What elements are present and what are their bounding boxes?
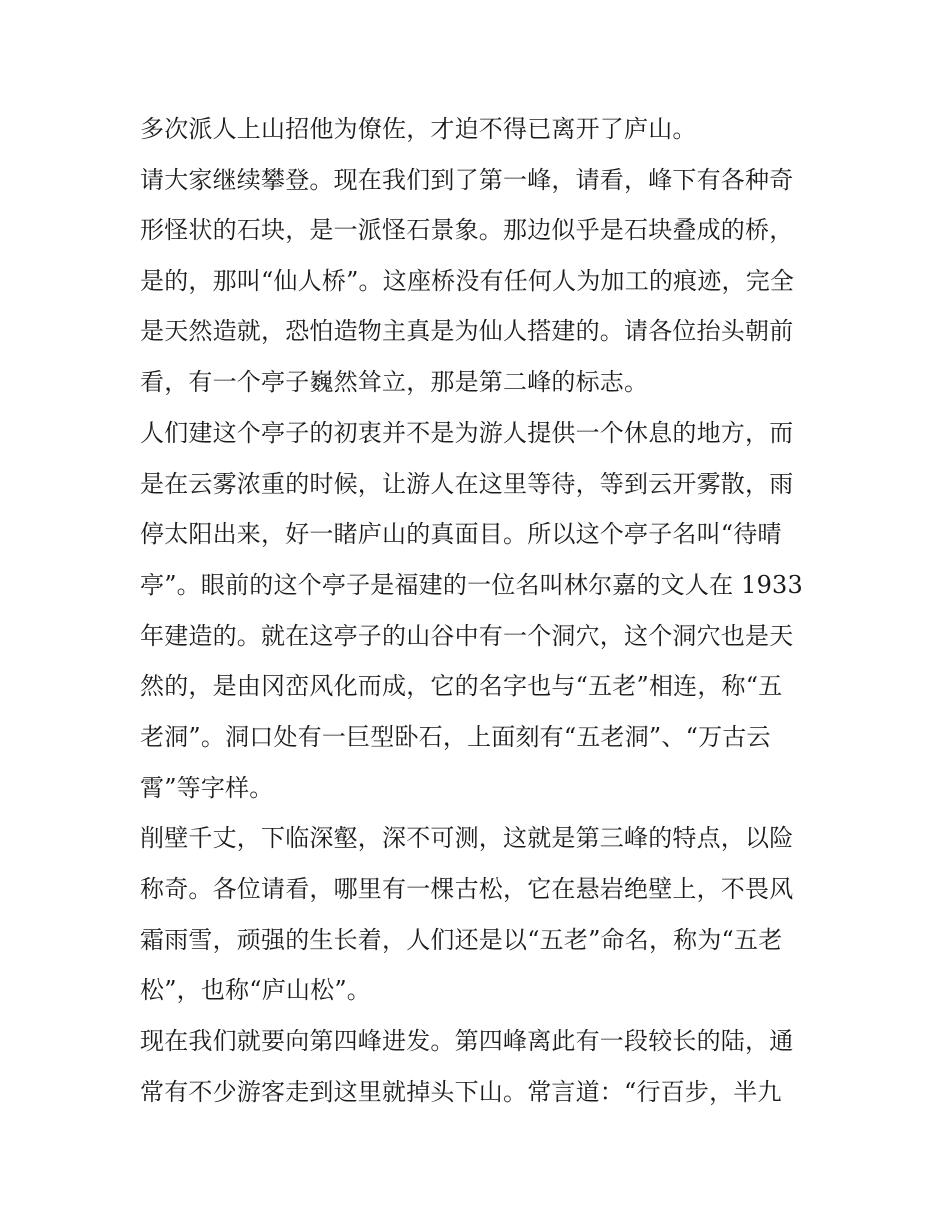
text-line-19: 现在我们就要向第四峰进发。第四峰离此有一段较长的陆，通 bbox=[140, 1027, 794, 1055]
text-line-10: 亭”。眼前的这个亭子是福建的一位名叫林尔嘉的文人在 1933 bbox=[140, 571, 803, 599]
text-line-17: 霜雨雪，顽强的生长着，人们还是以“五老”命名，称为“五老 bbox=[140, 926, 783, 954]
text-line-18: 松”，也称“庐山松”。 bbox=[140, 976, 372, 1004]
text-line-6: 看，有一个亭子巍然耸立，那是第二峰的标志。 bbox=[140, 368, 649, 396]
text-line-3: 形怪状的石块，是一派怪石景象。那边似乎是石块叠成的桥， bbox=[140, 216, 794, 244]
text-line-12: 然的，是由冈峦风化而成，它的名字也与“五老”相连，称“五 bbox=[140, 672, 783, 700]
text-line-15: 削壁千丈，下临深壑，深不可测，这就是第三峰的特点，以险 bbox=[140, 824, 794, 852]
text-line-11: 年建造的。就在这亭子的山谷中有一个洞穴，这个洞穴也是天 bbox=[140, 622, 794, 650]
text-line-7: 人们建这个亭子的初衷并不是为游人提供一个休息的地方，而 bbox=[140, 419, 794, 447]
text-line-9: 停太阳出来，好一睹庐山的真面目。所以这个亭子名叫“待晴 bbox=[140, 520, 782, 548]
text-line-4: 是的，那叫“仙人桥”。这座桥没有任何人为加工的痕迹，完全 bbox=[140, 267, 795, 295]
text-line-13: 老洞”。洞口处有一巨型卧石，上面刻有“五老洞”、“万古云 bbox=[140, 723, 771, 751]
text-line-14: 霄”等字样。 bbox=[140, 774, 274, 802]
text-line-20: 常有不少游客走到这里就掉头下山。常言道：“行百步，半九 bbox=[140, 1078, 782, 1106]
text-line-8: 是在云雾浓重的时候，让游人在这里等待，等到云开雾散，雨 bbox=[140, 470, 794, 498]
text-line-16: 称奇。各位请看，哪里有一棵古松，它在悬岩绝壁上，不畏风 bbox=[140, 875, 794, 903]
text-line-2: 请大家继续攀登。现在我们到了第一峰，请看，峰下有各种奇 bbox=[140, 166, 794, 194]
text-line-1: 多次派人上山招他为僚佐，才迫不得已离开了庐山。 bbox=[140, 115, 697, 143]
text-line-5: 是天然造就，恐怕造物主真是为仙人搭建的。请各位抬头朝前 bbox=[140, 317, 794, 345]
